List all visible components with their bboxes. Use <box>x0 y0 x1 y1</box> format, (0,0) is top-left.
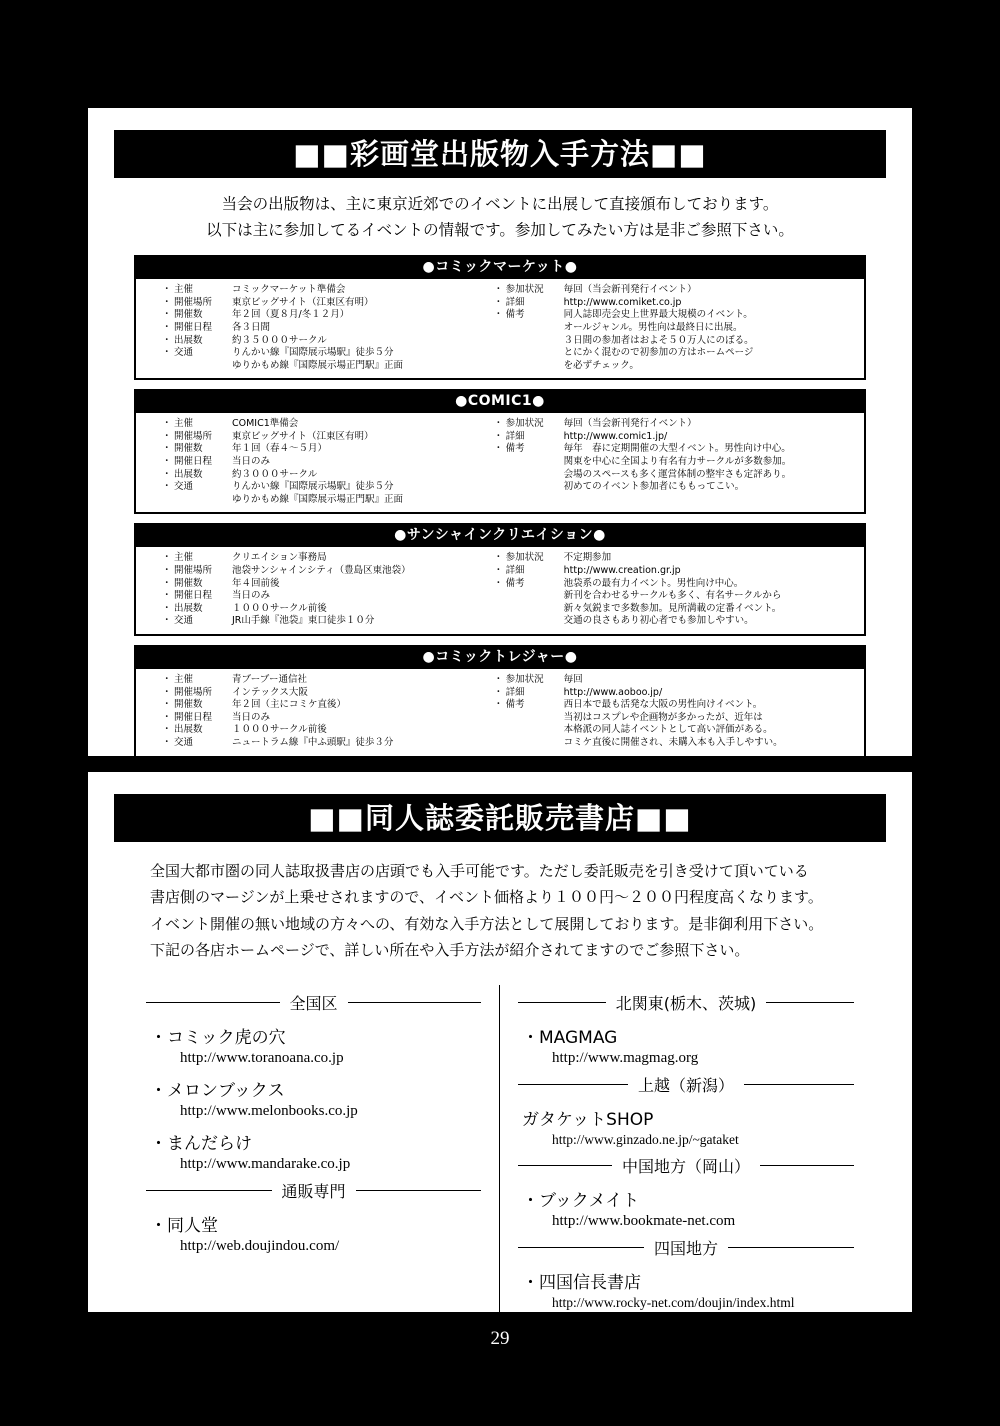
event-detail-row <box>494 699 860 712</box>
bullet-icon: ・ <box>162 674 172 685</box>
event-detail-label: 参加状況 <box>505 284 544 296</box>
event-detail-label: 開催日程 <box>174 711 213 723</box>
divider-line <box>744 1084 854 1085</box>
shops-heading: ■■同人誌委託販売書店■■ <box>114 794 886 842</box>
event-body <box>136 279 864 378</box>
event-detail-value: コミックマーケット準備会 <box>232 284 346 296</box>
events-intro-line-1: 当会の出版物は、主に東京近郊でのイベントに出展して直接頒布しております。 <box>221 195 779 213</box>
event-detail-value: http://www.comic1.jp/ <box>563 430 668 442</box>
event-detail-row <box>494 297 860 310</box>
bullet-icon: ・ <box>493 443 504 455</box>
bullet-icon: ・ <box>493 577 504 589</box>
event-detail-row <box>162 603 486 616</box>
event-detail-value: 毎回（当会新刊発行イベント） <box>563 418 697 430</box>
shop-url[interactable]: http://www.melonbooks.co.jp <box>180 1103 358 1119</box>
bullet-icon: ・ <box>162 699 172 711</box>
event-detail-value: 年１回（春４〜５月） <box>232 443 328 455</box>
event-detail-label: 参加状況 <box>505 674 544 685</box>
shops-intro <box>150 858 850 963</box>
event-detail-column-left <box>140 552 486 628</box>
event-detail-row <box>494 431 860 444</box>
event-detail-row <box>494 724 860 737</box>
events-list <box>134 255 866 757</box>
event-detail-value: ゆりかもめ線『国際展示場正門駅』正面 <box>232 359 404 371</box>
event-detail-value: 初めてのイベント参加者にももってこい。 <box>563 481 745 493</box>
event-detail-value: クリエイション事務局 <box>232 552 327 564</box>
row-indent <box>506 469 564 482</box>
bullet-icon: ・ <box>493 430 504 442</box>
event-detail-row <box>162 565 486 578</box>
event-detail-row <box>162 699 486 712</box>
events-panel <box>88 108 912 756</box>
event-box <box>134 645 866 758</box>
event-detail-row <box>162 297 486 310</box>
event-box <box>134 389 866 514</box>
events-intro <box>128 192 872 243</box>
bullet-icon: ・ <box>493 565 504 577</box>
row-indent <box>162 360 174 373</box>
shop-name: ガタケットSHOP <box>522 1110 654 1130</box>
bullet-icon: ・ <box>162 284 172 296</box>
event-detail-label: 交通 <box>174 481 194 493</box>
shop-category-divider <box>146 1179 481 1202</box>
event-detail-label: 開催日程 <box>174 456 213 468</box>
bullet-icon: ・ <box>162 296 172 308</box>
event-detail-label: 備考 <box>505 309 525 321</box>
bullet-icon: ・ <box>493 284 504 296</box>
shop-category-label: 上越（新潟） <box>638 1076 735 1095</box>
event-detail-column-left <box>140 674 486 750</box>
event-detail-label: 開催数 <box>174 443 203 455</box>
row-indent <box>506 335 564 348</box>
shop-name: ・ブックメイト <box>522 1191 640 1211</box>
row-indent <box>506 456 564 469</box>
event-detail-value: ニュートラム線『中ふ頭駅』徒歩３分 <box>232 736 394 748</box>
event-detail-label: 開催数 <box>174 699 203 711</box>
event-detail-label: 交通 <box>174 615 194 627</box>
bullet-icon: ・ <box>162 577 172 589</box>
row-indent <box>506 590 564 603</box>
event-detail-row <box>494 615 860 628</box>
events-intro-line-2: 以下は主に参加してるイベントの情報です。参加してみたい方は是非ご参照下さい。 <box>206 220 794 239</box>
event-detail-value: 交通の良さもあり初心者でも参加しやすい。 <box>563 615 754 627</box>
bullet-icon: ・ <box>493 699 504 711</box>
event-detail-value: を必ずチェック。 <box>563 359 639 371</box>
event-detail-row <box>162 431 486 444</box>
bullet-icon: ・ <box>162 552 172 564</box>
shop-category-divider <box>518 1154 854 1177</box>
event-detail-value: 年４回前後 <box>232 577 280 589</box>
event-detail-label: 詳細 <box>505 430 525 442</box>
event-detail-value: 毎年 春に定期開催の大型イベント。男性向け中心。 <box>563 443 791 455</box>
event-detail-label: 出展数 <box>174 468 203 480</box>
row-indent <box>506 322 564 335</box>
bullet-icon: ・ <box>162 347 172 359</box>
event-detail-row <box>162 552 486 565</box>
row-indent <box>494 469 506 482</box>
event-detail-row <box>162 687 486 700</box>
events-heading: ■■彩画堂出版物入手方法■■ <box>114 130 886 178</box>
event-detail-label: 参加状況 <box>505 418 544 430</box>
event-detail-row <box>162 284 486 297</box>
bullet-icon: ・ <box>162 321 172 333</box>
row-indent <box>494 737 506 750</box>
event-detail-value: とにかく混むので初参加の方はホームページ <box>563 347 754 359</box>
event-detail-row <box>494 309 860 322</box>
shop-url[interactable]: http://web.doujindou.com/ <box>180 1238 340 1254</box>
event-detail-value: 東京ビッグサイト（江東区有明） <box>232 430 374 442</box>
shop-category-label: 通販専門 <box>281 1182 346 1201</box>
event-detail-value: 当日のみ <box>232 456 271 468</box>
event-detail-value: ゆりかもめ線『国際展示場正門駅』正面 <box>232 493 404 505</box>
event-detail-column-right <box>486 284 860 372</box>
event-detail-value: 池袋系の最有力イベント。男性向け中心。 <box>563 577 744 589</box>
shops-columns <box>128 985 872 1313</box>
event-detail-value: http://www.comiket.co.jp <box>563 296 682 308</box>
divider-line <box>518 1165 612 1166</box>
event-detail-label: 開催場所 <box>174 686 213 698</box>
divider-line <box>760 1165 854 1166</box>
event-detail-label: 開催数 <box>174 309 203 321</box>
event-detail-row <box>494 456 860 469</box>
bullet-icon: ・ <box>162 565 172 577</box>
event-detail-row <box>162 674 486 687</box>
event-detail-row <box>162 737 486 750</box>
event-detail-row <box>494 578 860 591</box>
bullet-icon: ・ <box>162 468 172 480</box>
shop-category-divider <box>518 991 854 1014</box>
row-indent <box>506 481 564 494</box>
shop-category-divider <box>518 1073 854 1096</box>
shops-column-left <box>128 985 500 1313</box>
shops-panel <box>88 772 912 1312</box>
event-detail-row <box>494 284 860 297</box>
row-indent <box>494 615 506 628</box>
event-detail-value: 西日本で最も活発な大阪の男性向けイベント。 <box>563 699 763 711</box>
event-detail-row <box>494 737 860 750</box>
event-detail-label: 主催 <box>174 418 194 430</box>
row-indent <box>494 322 506 335</box>
event-detail-label: 備考 <box>505 443 525 455</box>
event-detail-value: 本格派の同人誌イベントとして高い評価がある。 <box>563 724 773 736</box>
event-detail-row <box>162 335 486 348</box>
event-detail-value: 当日のみ <box>232 711 271 723</box>
row-indent <box>494 603 506 616</box>
bullet-icon: ・ <box>162 590 172 602</box>
event-detail-value: オールジャンル。男性向は最終日に出展。 <box>563 321 743 333</box>
event-detail-label: 開催場所 <box>174 296 213 308</box>
event-detail-row <box>494 481 860 494</box>
divider-line <box>518 1247 644 1248</box>
event-detail-row <box>494 322 860 335</box>
event-detail-row <box>162 322 486 335</box>
event-detail-row <box>494 469 860 482</box>
event-detail-row <box>494 418 860 431</box>
event-detail-value: 東京ビッグサイト（江東区有明） <box>232 296 374 308</box>
row-indent <box>494 456 506 469</box>
event-detail-value: 新々気鋭まで多数参加。見所満載の定番イベント。 <box>563 602 782 614</box>
shop-category-label: 全国区 <box>289 994 338 1013</box>
bullet-icon: ・ <box>162 418 172 430</box>
shop-name: ・四国信長書店 <box>522 1273 641 1293</box>
shop-name: ・まんだらけ <box>150 1134 252 1154</box>
event-detail-value: １０００サークル前後 <box>232 724 327 736</box>
event-detail-value: 当初はコスプレや企画物が多かったが、近年は <box>563 711 763 723</box>
event-body <box>136 669 864 756</box>
shops-intro-line-4: 下記の各店ホームページで、詳しい所在や入手方法が紹介されてますのでご参照下さい。 <box>150 940 750 959</box>
event-detail-value: 約３０００サークル <box>232 468 318 480</box>
event-detail-value: 同人誌即売会史上世界最大規模のイベント。 <box>563 309 753 321</box>
event-detail-row <box>162 469 486 482</box>
event-detail-row <box>162 481 486 494</box>
event-detail-row <box>162 494 486 507</box>
event-detail-row <box>162 615 486 628</box>
shops-intro-line-3: イベント開催の無い地域の方々への、有効な入手方法として展開しております。是非御利用下さい。 <box>150 914 824 933</box>
shop-url[interactable]: http://www.toranoana.co.jp <box>180 1050 344 1066</box>
divider-line <box>356 1190 482 1191</box>
row-indent <box>494 712 506 725</box>
event-detail-value: JR山手線『池袋』東口徒歩１０分 <box>232 615 375 627</box>
event-detail-row <box>162 360 486 373</box>
event-detail-row <box>494 565 860 578</box>
bullet-icon: ・ <box>493 418 504 430</box>
shops-intro-line-2: 書店側のマージンが上乗せされますので、イベント価格より１００円〜２００円程度高くなります。 <box>150 888 823 907</box>
event-detail-label: 詳細 <box>505 296 525 308</box>
event-detail-label: 出展数 <box>174 334 203 346</box>
divider-line <box>146 1190 272 1191</box>
event-detail-value: 関東を中心に全国より有名有力サークルが多数参加。 <box>563 456 792 468</box>
event-title: ●COMIC1● <box>136 391 864 413</box>
event-box <box>134 255 866 380</box>
shop-url[interactable]: http://www.mandarake.co.jp <box>180 1156 351 1172</box>
event-body <box>136 547 864 634</box>
event-detail-row <box>162 724 486 737</box>
row-indent <box>494 481 506 494</box>
row-indent <box>494 360 506 373</box>
event-detail-value: 各３日間 <box>232 321 271 333</box>
event-box <box>134 523 866 636</box>
row-indent <box>506 347 564 360</box>
row-indent <box>506 615 564 628</box>
event-detail-label: 開催数 <box>174 577 203 589</box>
event-detail-value: 毎回 <box>563 674 583 685</box>
bullet-icon: ・ <box>162 686 172 698</box>
event-detail-label: 交通 <box>174 347 194 359</box>
shop-url[interactable]: http://www.bookmate-net.com <box>552 1213 736 1229</box>
row-indent <box>174 360 232 373</box>
event-detail-row <box>162 456 486 469</box>
bullet-icon: ・ <box>162 615 172 627</box>
shop-name: ・メロンブックス <box>150 1081 285 1101</box>
shop-name: ・コミック虎の穴 <box>150 1028 286 1048</box>
row-indent <box>494 347 506 360</box>
event-detail-row <box>494 335 860 348</box>
bullet-icon: ・ <box>493 309 504 321</box>
event-detail-row <box>162 712 486 725</box>
bullet-icon: ・ <box>493 686 504 698</box>
event-detail-label: 詳細 <box>505 686 525 698</box>
event-detail-row <box>494 443 860 456</box>
event-detail-value: 池袋サンシャインシティ（豊島区東池袋） <box>232 565 411 577</box>
event-detail-value: コミケ直後に開催され、未購入本も入手しやすい。 <box>563 736 783 748</box>
divider-line <box>348 1002 482 1003</box>
event-detail-column-right <box>486 674 860 750</box>
event-detail-row <box>494 603 860 616</box>
bullet-icon: ・ <box>162 430 172 442</box>
event-detail-row <box>494 552 860 565</box>
event-detail-value: 新刊を合わせるサークルも多く、有名サークルから <box>563 590 782 602</box>
row-indent <box>506 724 564 737</box>
event-detail-column-right <box>486 418 860 506</box>
event-detail-label: 開催日程 <box>174 590 213 602</box>
event-detail-label: 参加状況 <box>505 552 544 564</box>
page-number: 29 <box>490 1328 510 1349</box>
event-detail-label: 開催場所 <box>174 430 213 442</box>
bullet-icon: ・ <box>162 736 172 748</box>
event-detail-row <box>494 712 860 725</box>
shop-name: ・同人堂 <box>150 1216 218 1236</box>
shop-name: ・MAGMAG <box>522 1028 618 1048</box>
event-detail-row <box>494 347 860 360</box>
bullet-icon: ・ <box>162 309 172 321</box>
event-detail-value: 約３５０００サークル <box>232 334 327 346</box>
row-indent <box>506 737 564 750</box>
divider-line <box>728 1247 854 1248</box>
event-title: ●コミックトレジャー● <box>136 647 864 669</box>
event-detail-value: 当日のみ <box>232 590 271 602</box>
event-detail-label: 詳細 <box>505 565 525 577</box>
row-indent <box>506 712 564 725</box>
event-detail-value: りんかい線『国際展示場駅』徒歩５分 <box>232 347 394 359</box>
event-detail-label: 主催 <box>174 284 194 296</box>
event-detail-row <box>494 687 860 700</box>
bullet-icon: ・ <box>493 552 504 564</box>
row-indent <box>494 590 506 603</box>
divider-line <box>518 1002 606 1003</box>
row-indent <box>494 335 506 348</box>
shop-category-label: 四国地方 <box>654 1239 719 1258</box>
row-indent <box>506 360 564 373</box>
bullet-icon: ・ <box>162 602 172 614</box>
event-detail-row <box>494 590 860 603</box>
event-detail-value: 不定期参加 <box>563 552 612 564</box>
event-detail-row <box>162 309 486 322</box>
row-indent <box>506 603 564 616</box>
event-detail-value: １０００サークル前後 <box>232 602 327 614</box>
event-detail-label: 備考 <box>505 577 525 589</box>
bullet-icon: ・ <box>493 674 504 685</box>
event-detail-row <box>162 347 486 360</box>
shop-category-label: 中国地方（岡山） <box>622 1157 751 1176</box>
row-indent <box>174 494 232 507</box>
event-detail-row <box>162 443 486 456</box>
shop-category-label: 北関東(栃木、茨城) <box>615 994 757 1013</box>
event-detail-value: 青ブーブー通信社 <box>232 674 307 685</box>
event-detail-value: 毎回（当会新刊発行イベント） <box>563 284 697 296</box>
event-detail-label: 開催日程 <box>174 321 213 333</box>
event-detail-value: 会場のスペースも多く運営体制の整牢さも定評あり。 <box>563 468 792 480</box>
event-detail-label: 主催 <box>174 674 194 685</box>
shop-category-divider <box>146 991 481 1014</box>
event-detail-label: 開催場所 <box>174 565 213 577</box>
event-detail-label: 交通 <box>174 736 194 748</box>
bullet-icon: ・ <box>162 724 172 736</box>
event-detail-label: 備考 <box>505 699 525 711</box>
event-detail-column-left <box>140 418 486 506</box>
event-detail-label: 出展数 <box>174 724 203 736</box>
shop-url[interactable]: http://www.magmag.org <box>552 1050 699 1066</box>
event-detail-row <box>162 578 486 591</box>
bullet-icon: ・ <box>162 443 172 455</box>
shop-category-divider <box>518 1236 854 1259</box>
event-detail-row <box>494 674 860 687</box>
bullet-icon: ・ <box>162 334 172 346</box>
event-detail-column-right <box>486 552 860 628</box>
event-title: ●コミックマーケット● <box>136 257 864 279</box>
event-detail-value: りんかい線『国際展示場駅』徒歩５分 <box>232 481 394 493</box>
event-detail-label: 主催 <box>174 552 194 564</box>
event-detail-row <box>162 418 486 431</box>
event-detail-column-left <box>140 284 486 372</box>
event-detail-value: http://www.aoboo.jp/ <box>563 686 663 698</box>
event-detail-value: http://www.creation.gr.jp <box>563 565 681 577</box>
bullet-icon: ・ <box>162 481 172 493</box>
event-title: ●サンシャインクリエイション● <box>136 525 864 547</box>
bullet-icon: ・ <box>162 456 172 468</box>
event-detail-value: インテックス大阪 <box>232 686 308 698</box>
bullet-icon: ・ <box>493 296 504 308</box>
event-detail-row <box>162 590 486 603</box>
event-body <box>136 413 864 512</box>
row-indent <box>494 724 506 737</box>
shop-url[interactable]: http://www.rocky-net.com/doujin/index.html <box>552 1295 795 1310</box>
shops-column-right <box>500 985 872 1313</box>
divider-line <box>518 1084 628 1085</box>
shop-url[interactable]: http://www.ginzado.ne.jp/~gataket <box>552 1132 739 1147</box>
event-detail-label: 出展数 <box>174 602 203 614</box>
event-detail-value: ３日間の参加者はおよそ５０万人にのぼる。 <box>563 334 754 346</box>
shops-intro-line-1: 全国大都市圏の同人誌取扱書店の店頭でも入手可能です。ただし委託販売を引き受けて頂いている <box>150 862 809 880</box>
divider-line <box>766 1002 854 1003</box>
row-indent <box>162 494 174 507</box>
event-detail-value: 年２回（主にコミケ直後） <box>232 699 347 711</box>
bullet-icon: ・ <box>162 711 172 723</box>
divider-line <box>146 1002 280 1003</box>
event-detail-value: 年２回（夏８月/冬１２月） <box>232 309 350 321</box>
event-detail-value: COMIC1準備会 <box>232 418 299 430</box>
event-detail-row <box>494 360 860 373</box>
